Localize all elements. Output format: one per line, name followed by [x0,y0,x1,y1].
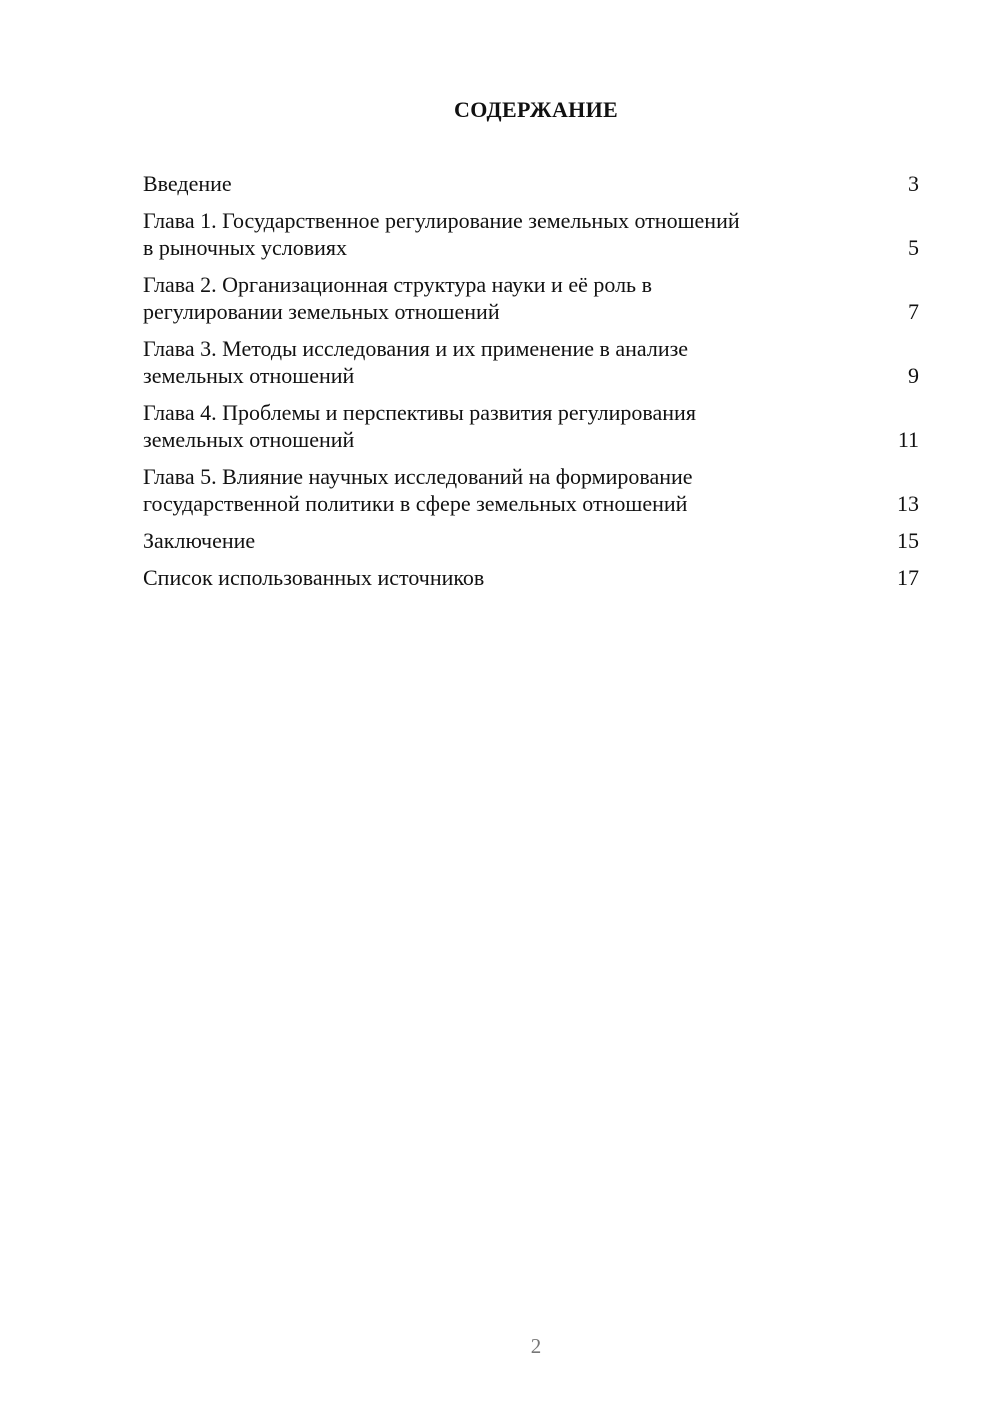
toc-entry-chapter-4[interactable] [143,399,919,453]
page-footer-number: 2 [530,1334,542,1358]
toc-entry-conclusion[interactable] [143,527,919,554]
toc-entry-line: в рыночных условиях [143,235,348,260]
toc-entry-chapter-3[interactable] [143,335,919,389]
toc-page-number: 15 [897,528,919,553]
toc-entry-line: Глава 4. Проблемы и перспективы развития регулирования [143,400,696,425]
toc-page-number: 13 [897,491,919,516]
toc-entry-line: земельных отношений [143,363,355,388]
toc-entry-introduction[interactable] [143,170,919,197]
toc-entry-text [143,564,833,591]
toc-entry-line: Глава 1. Государственное регулирование земельных отношений [143,208,740,233]
toc-page-number: 5 [908,235,919,260]
toc-entry-line: Глава 3. Методы исследования и их применение в анализе [143,336,689,361]
toc-entry-text [143,170,833,197]
toc-entry-text [143,271,833,325]
toc-entry-line: регулировании земельных отношений [143,299,500,324]
toc-page-number: 9 [908,363,919,388]
toc-entry-line: Глава 2. Организационная структура науки и её роль в [143,272,652,297]
toc-entry-text [143,207,833,261]
table-of-contents [143,170,919,601]
toc-entry-line: Список использованных источников [143,565,485,590]
toc-page-number: 17 [897,565,919,590]
toc-entry-line: Заключение [143,528,256,553]
toc-page-number: 7 [908,299,919,324]
page-title: СОДЕРЖАНИЕ [454,97,618,122]
toc-entry-line: земельных отношений [143,427,355,452]
toc-entry-text [143,463,833,517]
toc-entry-line: Глава 5. Влияние научных исследований на формирование [143,464,693,489]
toc-entry-line: Введение [143,171,232,196]
toc-entry-chapter-5[interactable] [143,463,919,517]
toc-page-number: 3 [908,171,919,196]
toc-entry-chapter-1[interactable] [143,207,919,261]
toc-entry-chapter-2[interactable] [143,271,919,325]
toc-entry-text [143,335,833,389]
toc-entry-references[interactable] [143,564,919,591]
toc-entry-text [143,527,833,554]
toc-entry-text [143,399,833,453]
toc-page-number: 11 [897,427,919,452]
toc-entry-line: государственной политики в сфере земельных отношений [143,491,688,516]
